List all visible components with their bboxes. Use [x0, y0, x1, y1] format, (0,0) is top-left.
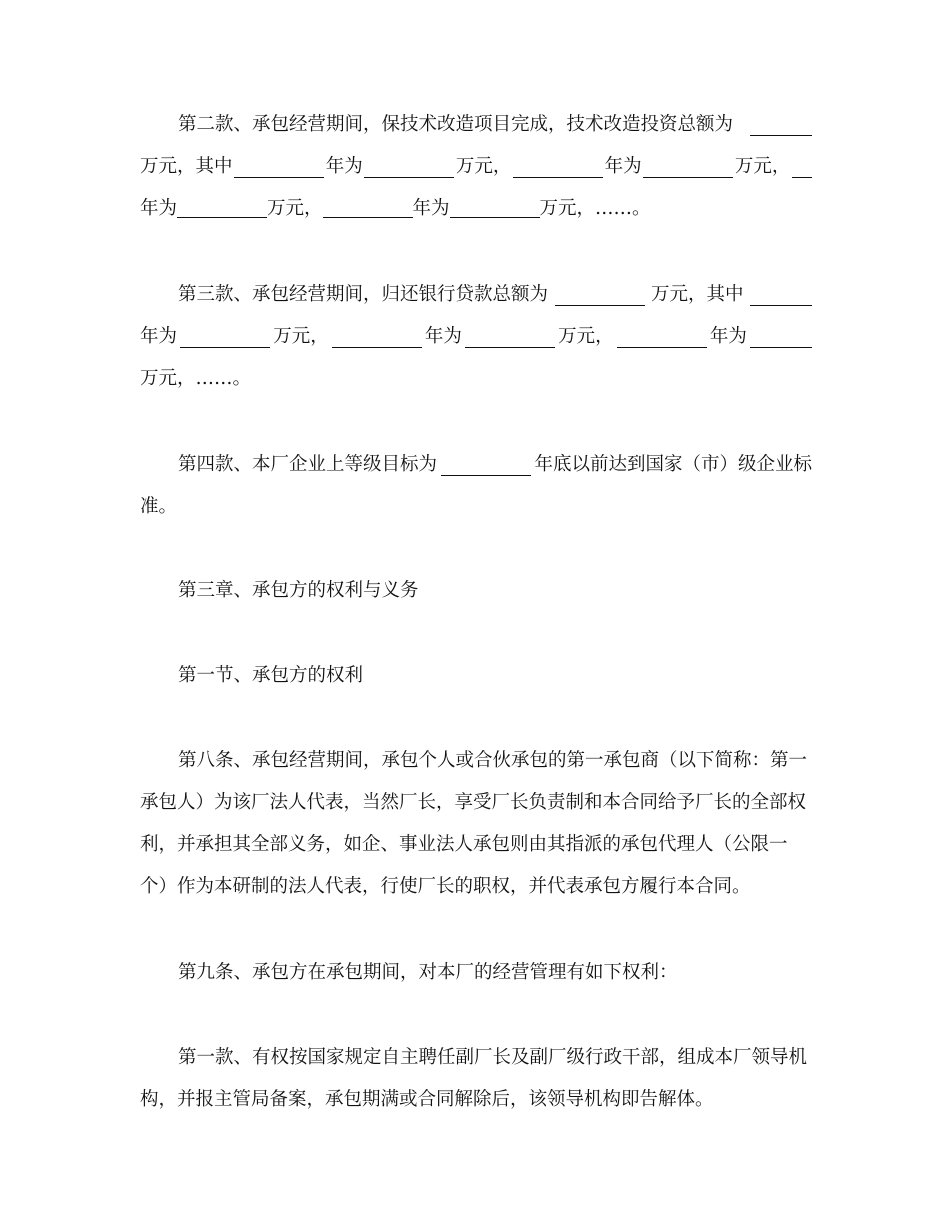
- clause-2-text: 年为: [604, 156, 642, 177]
- clause-3-line-2: [140, 322, 812, 352]
- clause-3-text: 第三款、承包经营期间，归还银行贷款总额为: [178, 284, 549, 305]
- article-9-clause-1-text: 构，并报主管局备案，承包期满或合同解除后，该领导机构即告解体。: [140, 1089, 714, 1110]
- article-8-text: 承包人）为该厂法人代表，当然厂长，享受厂长负责制和本合同给予厂长的全部权: [140, 792, 807, 813]
- clause-2-text: 年为: [325, 156, 363, 177]
- article-8-line-3: [140, 830, 812, 860]
- clause-3-text: 万元，: [273, 326, 329, 347]
- fill-blank: [332, 327, 422, 348]
- article-9-clause-1-line-1: [178, 1043, 812, 1073]
- fill-blank: [555, 285, 645, 306]
- clause-2-text: 万元，: [267, 198, 323, 219]
- clause-3-text: 年为: [424, 326, 462, 347]
- fill-blank: [513, 157, 603, 178]
- fill-blank: [450, 197, 540, 218]
- clause-2-text: 年为: [140, 198, 178, 219]
- article-8-text: 第八条、承包经营期间，承包个人或合伙承包的第一承包商（以下简称：第一: [178, 750, 808, 771]
- clause-4-text: 年底以前达到国家（市）级企业标: [534, 454, 812, 475]
- section-heading-text: 第一节、承包方的权利: [178, 665, 364, 686]
- fill-blank: [617, 327, 707, 348]
- chapter-heading-text: 第三章、承包方的权利与义务: [178, 580, 419, 601]
- clause-2-line-3: [140, 194, 812, 224]
- article-8-line-2: [140, 788, 812, 818]
- article-8-text: 利，并承担其全部义务，如企、事业法人承包则由其指派的承包代理人（公限一: [140, 834, 788, 855]
- article-9-clause-1-text: 第一款、有权按国家规定自主聘任副厂长及副厂级行政干部，组成本厂领导机: [178, 1047, 808, 1068]
- clause-2-text: 年为: [412, 198, 450, 219]
- fill-blank: [750, 327, 812, 348]
- clause-3-text: 年为: [140, 326, 178, 347]
- clause-4-text: 第四款、本厂企业上等级目标为: [178, 454, 438, 475]
- clause-4-text: 准。: [140, 496, 178, 517]
- fill-blank: [177, 197, 267, 218]
- fill-blank: [750, 285, 812, 306]
- clause-2-text: 万元，: [734, 156, 791, 177]
- fill-blank: [323, 197, 413, 218]
- clause-2-line-1: [178, 110, 812, 140]
- fill-blank: [180, 327, 270, 348]
- fill-blank: [750, 115, 812, 136]
- fill-blank: [465, 327, 555, 348]
- clause-2-text: 万元，其中: [140, 156, 233, 177]
- clause-3-text: 万元，其中: [650, 284, 744, 305]
- article-9-clause-1-line-2: [140, 1085, 812, 1115]
- fill-blank: [234, 157, 324, 178]
- clause-4-line-1: [178, 450, 812, 480]
- article-8-line-1: [178, 746, 812, 776]
- clause-3-line-3: [140, 364, 812, 394]
- clause-3-text: 年为: [709, 326, 747, 347]
- fill-blank: [441, 455, 531, 476]
- clause-2-text: 万元，: [455, 156, 512, 177]
- clause-2-text: 第二款、承包经营期间，保技术改造项目完成，技术改造投资总额为: [178, 114, 734, 135]
- clause-2-text: 万元，……。: [539, 198, 651, 219]
- clause-3-text: 万元，: [558, 326, 614, 347]
- clause-2-line-2: [140, 152, 812, 182]
- article-8-line-4: [140, 872, 812, 902]
- section-heading: [178, 661, 812, 691]
- article-9-line-1: [178, 958, 812, 988]
- clause-4-line-2: [140, 492, 812, 522]
- article-9-text: 第九条、承包方在承包期间，对本厂的经营管理有如下权利：: [178, 962, 678, 983]
- chapter-heading: [178, 576, 812, 606]
- fill-blank: [364, 157, 454, 178]
- clause-3-line-1: [178, 280, 812, 310]
- fill-blank: [643, 157, 733, 178]
- fill-blank: [792, 157, 812, 178]
- article-8-text: 个）作为本研制的法人代表，行使厂长的职权，并代表承包方履行本合同。: [140, 876, 751, 897]
- clause-3-text: 万元，……。: [140, 368, 252, 389]
